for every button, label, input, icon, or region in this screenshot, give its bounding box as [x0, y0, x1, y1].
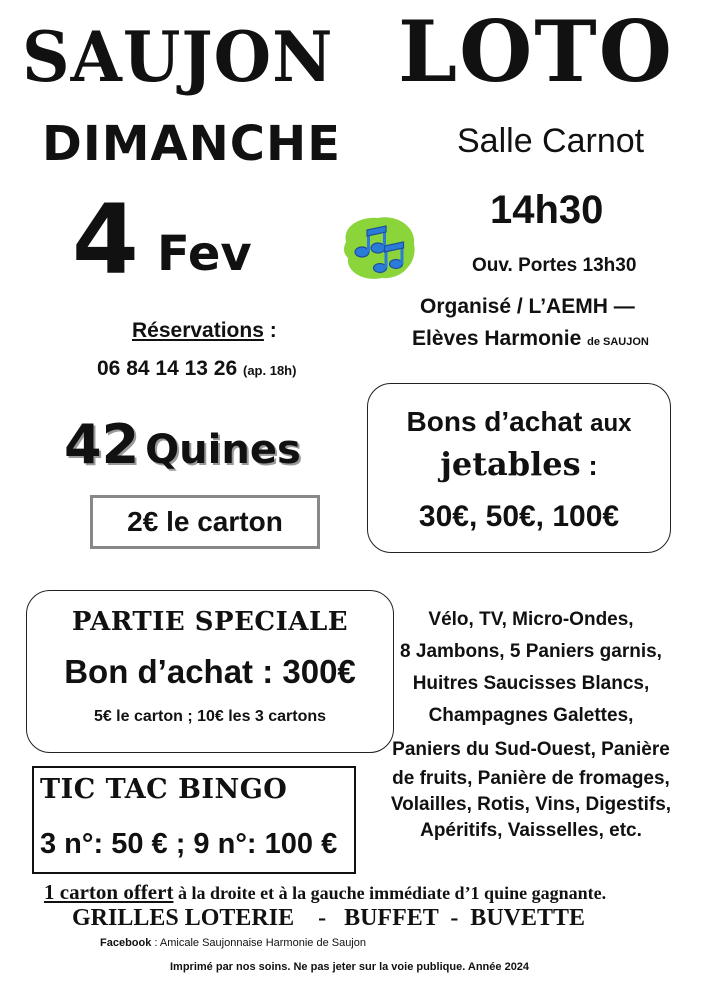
vouchers-line-2: [368, 445, 670, 483]
prize-line: Paniers du Sud-Ouest, Panière: [392, 739, 670, 760]
phone-number: 06 84 14 13 26: [97, 357, 238, 380]
vouchers-colon: :: [580, 450, 598, 481]
vouchers-aux: aux: [590, 410, 632, 437]
quines-label: Quines: [145, 427, 301, 473]
special-game-box: [26, 590, 394, 753]
prizes-list: [378, 604, 684, 844]
printed-notice: Imprimé par nos soins. Ne pas jeter sur la voie publique. Année 2024: [170, 961, 530, 973]
start-time: 14h30: [490, 188, 604, 232]
free-carton-highlight: 1 carton offert: [44, 880, 174, 904]
organizer-line-2: [412, 328, 649, 349]
vouchers-amounts: 30€, 50€, 100€: [418, 500, 620, 533]
prize-line: de fruits, Panière de fromages,: [392, 768, 670, 789]
reservations-phone: [97, 358, 296, 379]
title-event: LOTO: [398, 2, 674, 101]
prize-line: Apéritifs, Vaisselles, etc.: [420, 820, 642, 841]
organizer-line-1: Organisé / L’AEMH —: [420, 295, 635, 318]
bingo-prices: 3 n°: 50 € ; 9 n°: 100 €: [40, 828, 338, 860]
reservations-label: [132, 320, 277, 341]
doors-open: Ouv. Portes 13h30: [472, 255, 637, 276]
venue: Salle Carnot: [457, 122, 645, 160]
bingo-box: [32, 766, 356, 874]
free-carton-rest: à la droite et à la gauche immédiate d’1 quine gagnante.: [173, 883, 607, 903]
quines-number: 42: [64, 413, 140, 476]
special-game-title: PARTIE SPECIALE: [71, 607, 349, 637]
vouchers-jetables: jetables: [440, 445, 581, 483]
vouchers-label: Bons d’achat: [406, 406, 583, 437]
facebook-text: : Amicale Saujonnaise Harmonie de Saujon: [151, 937, 366, 949]
vouchers-line-1: [368, 408, 670, 436]
prize-line: Vélo, TV, Micro-Ondes,: [428, 609, 634, 630]
facebook-line: [100, 938, 366, 949]
reservations-title: Réservations: [132, 319, 264, 342]
quines-count: [64, 413, 301, 476]
prize-line: Champagnes Galettes,: [428, 705, 634, 726]
prize-line: 8 Jambons, 5 Paniers garnis,: [400, 641, 662, 662]
prize-line: Huitres Saucisses Blancs,: [412, 673, 650, 694]
organizer-name: Elèves Harmonie: [412, 327, 582, 350]
date-day: 4: [72, 184, 139, 296]
facebook-label: Facebook: [100, 937, 152, 949]
title-town: SAUJON: [22, 16, 334, 98]
special-game-prize: Bon d’achat : 300€: [64, 653, 356, 690]
reservations-colon: :: [263, 319, 277, 342]
date-month: Fev: [157, 226, 252, 282]
music-notes-icon: [338, 212, 420, 284]
prize-line: Volailles, Rotis, Vins, Digestifs,: [390, 794, 672, 815]
extras-line: GRILLES LOTERIE - BUFFET - BUVETTE: [72, 905, 586, 931]
free-carton-line: [44, 882, 664, 903]
organizer-town: de SAUJON: [587, 336, 649, 348]
weekday: DIMANCHE: [42, 116, 341, 172]
phone-note: (ap. 18h): [242, 363, 297, 378]
bingo-title: TIC TAC BINGO: [40, 774, 288, 805]
special-game-price: 5€ le carton ; 10€ les 3 cartons: [93, 708, 327, 725]
carton-price-box: 2€ le carton: [90, 495, 320, 549]
vouchers-box: [367, 383, 671, 553]
